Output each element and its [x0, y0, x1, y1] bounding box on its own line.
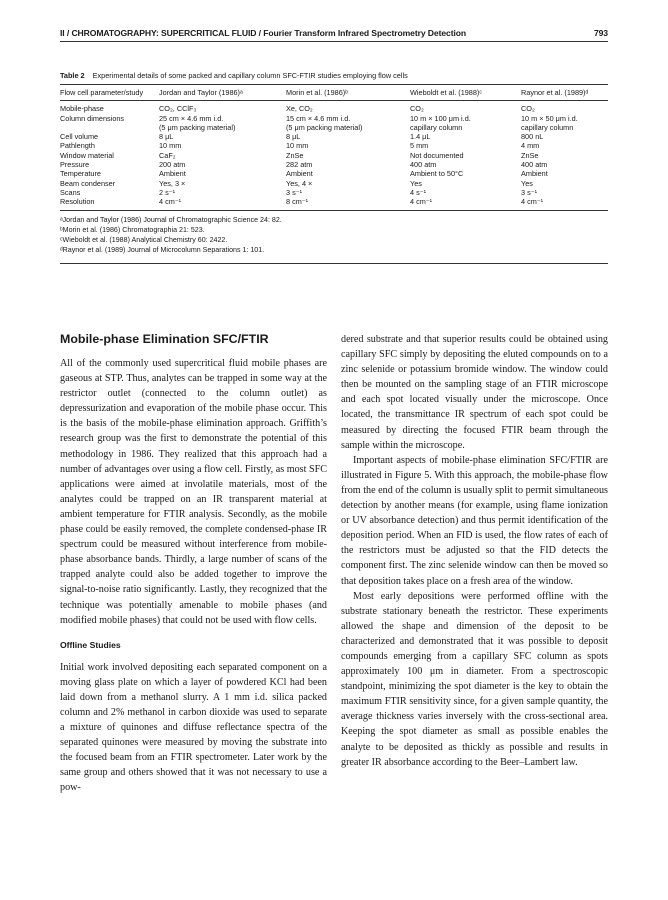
table-cell: 400 atm [521, 160, 548, 170]
table-cell: 4 s⁻¹ [410, 187, 427, 197]
paragraph: Important aspects of mobile-phase elimination SFC/FTIR are illustrated in Figure 5. With this approach, the mobile-phase flow from the end of the column is usually split to permit simultaneous detection by another means (for example, using flame ionization or UV absorbance detection) and thus permit identification of the deposition period. When an FID is used, the flow rates of each of the restrictors must be adjusted so that the FID detects the component first. The zinc selenide window can then be moved so that deposition takes place on a fresh area of the window. [341, 454, 608, 587]
table-cell: Resolution [60, 197, 159, 210]
table-row [60, 179, 608, 188]
table-cell: capillary column [521, 122, 574, 132]
table-cell: CaF₂ [159, 150, 176, 160]
table-header-cell: Wieboldt et al. (1988)ᶜ [410, 85, 521, 101]
table-cell: capillary column [410, 122, 463, 132]
table-row [60, 123, 608, 132]
table-row [60, 160, 608, 169]
table-cell: 10 mm [286, 141, 309, 151]
footnote: ᵇMorin et al. (1986) Chromatographia 21: 523. [60, 225, 205, 234]
table-cell: 4 mm [521, 141, 540, 151]
footnote: ᵈRaynor et al. (1989) Journal of Microcolumn Separations 1: 101. [60, 245, 265, 254]
table-row [60, 141, 608, 150]
table-cell: (5 μm packing material) [286, 122, 363, 132]
table-row [60, 188, 608, 197]
page [60, 28, 608, 264]
table-cell: 800 nL [521, 132, 544, 142]
table-cell: CO₂ [521, 104, 535, 114]
table-cell: Not documented [410, 150, 464, 160]
table-row [60, 114, 608, 123]
table-cell: ZnSe [286, 150, 304, 160]
paragraph: Initial work involved depositing each separated component on a moving glass plate on which a layer of powdered KCl had been laid down from a methanol slurry. A 1 mm i.d. silica packed column and 2% methanol in carbon dioxide was used to separate a mixture of quinones and diffuse reflectance spectra of the separated quinones were measured by moving the substrate into the focused beam from an FTIR spectrometer. Later work by the same group and others showed that it was not necessary to use a pow- [60, 661, 327, 794]
table-cell: 10 m × 50 μm i.d. [521, 113, 578, 123]
table-cell: CO₂ [410, 104, 424, 114]
experimental-details-table [60, 85, 608, 211]
table-footnotes [60, 215, 608, 255]
table-cell: 400 atm [410, 160, 437, 170]
table-body [60, 101, 608, 210]
table-cell: Yes, 4 × [286, 178, 313, 188]
table-bottom-rule [60, 263, 608, 264]
table-cell: 5 mm [410, 141, 429, 151]
running-head [60, 28, 608, 42]
table-cell: Ambient [521, 169, 548, 179]
page-number: 793 [593, 28, 608, 38]
table-cell: 10 mm [159, 141, 182, 151]
table-row [60, 169, 608, 178]
left-column [60, 332, 327, 796]
table-cell: Temperature [60, 169, 101, 179]
footnote: ᵃJordan and Taylor (1986) Journal of Chromatographic Science 24: 82. [60, 215, 282, 224]
table-cell: CO₂, CClF₃ [159, 104, 197, 114]
table-cell: Cell volume [60, 132, 99, 142]
table-caption-text: Experimental details of some packed and capillary column SFC-FTIR studies employing flow cells [92, 71, 408, 80]
table-header-row [60, 85, 608, 101]
table-header-cell: Morin et al. (1986)ᵇ [286, 85, 410, 101]
table-cell: 25 cm × 4.6 mm i.d. [159, 113, 224, 123]
table-cell: 10 m × 100 μm i.d. [410, 113, 471, 123]
right-column [341, 332, 608, 796]
table-label: Table 2 [60, 71, 85, 80]
table-row [60, 151, 608, 160]
paragraph: Most early depositions were performed offline with the substrate stationary beneath the restrictor. These experiments allowed the shape and dimension of the deposit to be characterized and demonstrated that it was possible to deposit compounds emerging from a capillary SFC column as spots approximately 100 μm in diameter. From a spectroscopic standpoint, minimizing the spot diameter is the key to obtain the maximum FTIR sensitivity since, for a given sample quantity, the average thickness varies inversely with the cross-sectional area. Keeping the spot diameter as small as possible enables the analyte to be deposited as thickly as possible and results in greater IR absorbance according to the Beer–Lambert law. [341, 590, 608, 768]
table-cell: 1.4 μL [410, 132, 431, 142]
article-body [60, 332, 608, 796]
table-cell: Ambient [159, 169, 186, 179]
table-cell: 8 cm⁻¹ [286, 197, 410, 210]
table-header-cell: Raynor et al. (1989)ᵈ [521, 85, 608, 101]
table-header-cell: Flow cell parameter/study [60, 85, 159, 101]
table-cell: 3 s⁻¹ [521, 187, 538, 197]
table-cell: 15 cm × 4.6 mm i.d. [286, 113, 351, 123]
table-cell: Mobile-phase [60, 104, 104, 114]
table-cell: 3 s⁻¹ [286, 187, 303, 197]
table-row [60, 132, 608, 141]
table-cell: Yes, 3 × [159, 178, 186, 188]
table-cell: 200 atm [159, 160, 186, 170]
table-cell: 4 cm⁻¹ [521, 197, 608, 210]
table-cell: Scans [60, 187, 81, 197]
table-row [60, 197, 608, 210]
table-cell: 282 atm [286, 160, 313, 170]
table-cell: Pressure [60, 160, 90, 170]
table-cell: Ambient [286, 169, 313, 179]
running-head-title: II / CHROMATOGRAPHY: SUPERCRITICAL FLUID / Fourier Transform Infrared Spectrometry Detection [60, 28, 467, 38]
table-cell: Yes [410, 178, 422, 188]
table-cell: 4 cm⁻¹ [159, 197, 286, 210]
table-cell: ZnSe [521, 150, 539, 160]
footnote: ᶜWieboldt et al. (1988) Analytical Chemistry 60: 2422. [60, 235, 228, 244]
subsection-heading: Offline Studies [60, 639, 121, 650]
table-cell: 8 μL [286, 132, 301, 142]
table-cell [60, 123, 159, 132]
table-cell: 4 cm⁻¹ [410, 197, 521, 210]
paragraph: All of the commonly used supercritical fluid mobile phases are gaseous at STP. Thus, analytes can be trapped in some way at the restrictor outlet (connected to the column outlet) as depressurization and evaporation of the mobile phase occur. This is the basis of the mobile-phase elimination approach. Griffith’s research group was the first to demonstrate the potential of this methodology in 1986. They realized that this approach had a number of advantages over using a flow cell. Firstly, as most SFC applications were aimed at involatile materials, most of the analytes could be trapped on an IR transparent material at ambient temperature for FTIR analysis. Secondly, as the mobile phase could be easily removed, the complete condensed-phase IR spectrum could be measured without interference from mobile-phase absorbance bands. Thirdly, a large number of scans of the trapped analyte could also be added together to improve the signal-to-noise ratio significantly. Lastly, they recognized that the technique was potentially amenable to mobile phases (and modified mobile phases) that could not be used with flow cells. [60, 358, 327, 626]
table-cell: Yes [521, 178, 533, 188]
table-cell: Beam condenser [60, 178, 116, 188]
table-cell: Window material [60, 150, 114, 160]
table-cell: Pathlength [60, 141, 95, 151]
table-cell: Ambient to 50°C [410, 169, 464, 179]
table-caption [60, 71, 608, 85]
table-cell: (5 μm packing material) [159, 122, 236, 132]
table-header-cell: Jordan and Taylor (1986)ᵃ [159, 85, 286, 101]
table-cell: 8 μL [159, 132, 174, 142]
section-heading: Mobile-phase Elimination SFC/FTIR [60, 332, 269, 346]
paragraph: dered substrate and that superior results could be obtained using capillary SFC simply by depositing the eluted compounds on to a zinc selenide or potassium bromide window. The window could then be mounted on the sampling stage of an FTIR microscope and each spot located visually under the microscope. Once located, the transmittance IR spectrum of each spot could be measured by directing the focused FTIR beam through the sample within the microscope. [341, 334, 608, 451]
table-row [60, 101, 608, 114]
table-cell: Xe, CO₂ [286, 104, 313, 114]
table-cell: 2 s⁻¹ [159, 187, 176, 197]
table-cell: Column dimensions [60, 113, 125, 123]
